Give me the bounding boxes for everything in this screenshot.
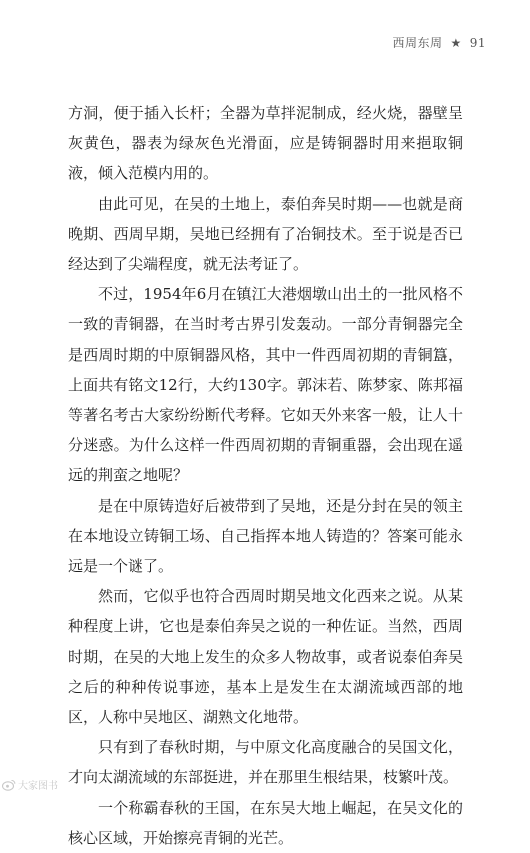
chapter-title: 西周东周	[392, 36, 443, 50]
paragraph: 是在中原铸造好后被带到了吴地，还是分封在吴的领主在本地设立铸铜工场、自己指挥本地人铸造的？答案可能永远是一个谜了。	[68, 496, 463, 576]
paragraph: 不过，1954年6月在镇江大港烟墩山出土的一批风格不一致的青铜器，在当时考古界引发轰动。一部分青铜器完全是西周时期的中原铜器风格，其中一件西周初期的青铜簋，上面共有铭文12行，大约130字。郭沫若、陈梦家、陈邦福等著名考古大家纷纷断代考释。它如天外来客一般，让人十分迷惑。为什么这样一件西周初期的青铜重器，会出现在遥远的荆蛮之地呢？	[68, 285, 463, 485]
weibo-logo-icon	[2, 779, 16, 791]
paragraph: 由此可见，在吴的土地上，泰伯奔吴时期——也就是商晚期、西周早期，吴地已经拥有了冶铜技术。至于说是否已经达到了尖端程度，就无法考证了。	[68, 194, 463, 274]
paragraph: 一个称霸春秋的王国，在东吴大地上崛起，在吴文化的核心区域，开始擦亮青铜的光芒。	[68, 798, 463, 847]
paragraph: 然而，它似乎也符合西周时期吴地文化西来之说。从某种程度上讲，它也是泰伯奔吴之说的一种佐证。当然，西周时期，在吴的大地上发生的众多人物故事，或者说泰伯奔吴之后的种种传说事迹，基本上是发生在太湖流域西部的地区，人称中吴地区、湖熟文化地带。	[68, 587, 463, 727]
running-header	[392, 34, 486, 51]
page-number: 91	[469, 35, 486, 50]
watermark	[2, 777, 58, 792]
star-separator: ★	[450, 35, 462, 50]
watermark-text: 大家图书	[18, 781, 58, 792]
paragraph-continuation: 方洞，便于插入长杆；全器为草拌泥制成，经火烧，器壁呈灰黄色，器表为绿灰色光滑面，应是铸铜器时用来挹取铜液，倾入范模内用的。	[68, 104, 463, 183]
paragraph: 只有到了春秋时期，与中原文化高度融合的吴国文化，才向太湖流域的东部挺进，并在那里生根结果，枝繁叶茂。	[68, 738, 463, 787]
body-text	[68, 98, 463, 853]
